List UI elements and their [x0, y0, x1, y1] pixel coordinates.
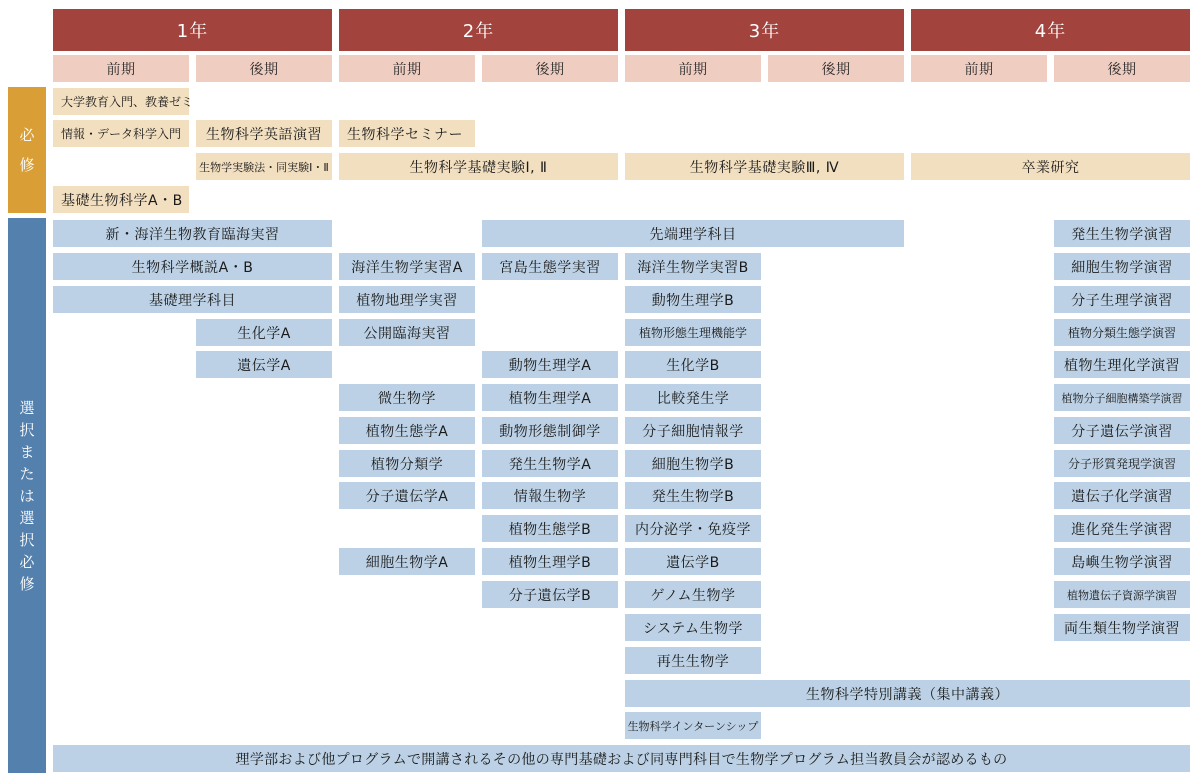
course-cell-elective: 細胞生物学B	[625, 450, 761, 477]
course-cell-required: 情報・データ科学入門	[53, 120, 189, 147]
course-cell-elective: 海洋生物学実習B	[625, 253, 761, 280]
course-cell-elective: 生物科学概説A・B	[53, 253, 332, 280]
course-cell-elective: 植物分類学	[339, 450, 475, 477]
course-cell-required: 生物学実験法・同実験Ⅰ・Ⅱ	[196, 153, 332, 180]
course-cell-elective: 植物生理化学演習	[1054, 351, 1190, 378]
term-header: 前期	[625, 55, 761, 82]
course-cell-elective: 動物生理学A	[482, 351, 618, 378]
term-header: 前期	[53, 55, 189, 82]
term-header: 後期	[196, 55, 332, 82]
term-header: 後期	[482, 55, 618, 82]
course-cell-elective: 先端理学科目	[482, 220, 904, 247]
elective-label-char: は	[19, 486, 35, 505]
course-cell-elective: 生化学A	[196, 319, 332, 346]
term-header: 前期	[911, 55, 1047, 82]
course-cell-elective: 新・海洋生物教育臨海実習	[53, 220, 332, 247]
course-cell-elective: 動物生理学B	[625, 286, 761, 313]
year-header-1: 1年	[53, 9, 332, 51]
required-side-label	[8, 87, 46, 213]
course-cell-elective: 植物分子細胞構築学演習	[1054, 384, 1190, 411]
course-cell-elective: 生物科学インターンシップ	[625, 712, 761, 739]
required-label-char: 修	[19, 156, 35, 174]
course-cell-elective: 分子生理学演習	[1054, 286, 1190, 313]
course-cell-elective: 遺伝子化学演習	[1054, 482, 1190, 509]
course-cell-elective: 内分泌学・免疫学	[625, 515, 761, 542]
course-cell-elective: 植物生態学B	[482, 515, 618, 542]
term-header: 後期	[768, 55, 904, 82]
course-cell-elective: 分子遺伝学演習	[1054, 417, 1190, 444]
course-cell-elective: 分子形質発現学演習	[1054, 450, 1190, 477]
course-cell-required: 生物科学基礎実験Ⅰ, Ⅱ	[339, 153, 618, 180]
course-cell-elective: 植物地理学実習	[339, 286, 475, 313]
course-cell-elective: 細胞生物学A	[339, 548, 475, 575]
course-cell-elective: 基礎理学科目	[53, 286, 332, 313]
course-cell-elective: 遺伝学A	[196, 351, 332, 378]
course-cell-elective: 比較発生学	[625, 384, 761, 411]
course-cell-elective: 遺伝学B	[625, 548, 761, 575]
course-cell-elective: 分子遺伝学A	[339, 482, 475, 509]
course-cell-elective: 生物科学特別講義（集中講義）	[625, 680, 1190, 707]
course-cell-elective: 生化学B	[625, 351, 761, 378]
course-cell-elective: 分子細胞情報学	[625, 417, 761, 444]
course-cell-required: 生物科学英語演習	[196, 120, 332, 147]
course-cell-elective: 植物形態生理機能学	[625, 319, 761, 346]
course-cell-elective: 植物生態学A	[339, 417, 475, 444]
course-cell-elective: 分子遺伝学B	[482, 581, 618, 608]
course-cell-elective: 海洋生物学実習A	[339, 253, 475, 280]
elective-label-char: 必	[19, 552, 35, 571]
course-cell-elective: 両生類生物学演習	[1054, 614, 1190, 641]
elective-label-char: 選	[19, 398, 35, 417]
year-header-3: 3年	[625, 9, 904, 51]
year-header-2: 2年	[339, 9, 618, 51]
course-cell-elective: ゲノム生物学	[625, 581, 761, 608]
course-cell-elective: 公開臨海実習	[339, 319, 475, 346]
elective-label-char: 択	[19, 420, 35, 439]
elective-label-char: 修	[19, 574, 35, 593]
course-cell-required: 卒業研究	[911, 153, 1190, 180]
term-header: 後期	[1054, 55, 1190, 82]
course-cell-elective: システム生物学	[625, 614, 761, 641]
year-header-4: 4年	[911, 9, 1190, 51]
course-cell-required: 基礎生物科学A・B	[53, 186, 189, 213]
elective-side-label	[8, 218, 46, 773]
elective-label-char: 択	[19, 530, 35, 549]
course-cell-elective: 情報生物学	[482, 482, 618, 509]
elective-label-char: 選	[19, 508, 35, 527]
term-header: 前期	[339, 55, 475, 82]
course-cell-elective: 島嶼生物学演習	[1054, 548, 1190, 575]
required-label-char: 必	[19, 126, 35, 144]
course-cell-elective: 細胞生物学演習	[1054, 253, 1190, 280]
footer-note: 理学部および他プログラムで開講されるその他の専門基礎および同専門科目で生物学プログラム担当教員会が認めるもの	[53, 745, 1190, 772]
elective-label-char: た	[19, 464, 35, 483]
elective-label-char: ま	[19, 442, 35, 461]
course-cell-elective: 植物分類生態学演習	[1054, 319, 1190, 346]
course-cell-elective: 植物生理学B	[482, 548, 618, 575]
course-cell-elective: 植物遺伝子資源学演習	[1054, 581, 1190, 608]
course-cell-elective: 発生生物学B	[625, 482, 761, 509]
course-cell-elective: 進化発生学演習	[1054, 515, 1190, 542]
course-cell-elective: 微生物学	[339, 384, 475, 411]
course-cell-elective: 宮島生態学実習	[482, 253, 618, 280]
course-cell-required: 大学教育入門、教養ゼミ	[53, 88, 189, 115]
course-cell-elective: 発生生物学演習	[1054, 220, 1190, 247]
course-cell-required: 生物科学基礎実験Ⅲ, Ⅳ	[625, 153, 904, 180]
course-cell-elective: 動物形態制御学	[482, 417, 618, 444]
course-cell-elective: 発生生物学A	[482, 450, 618, 477]
course-cell-elective: 植物生理学A	[482, 384, 618, 411]
course-cell-elective: 再生生物学	[625, 647, 761, 674]
course-cell-required: 生物科学セミナー	[339, 120, 475, 147]
